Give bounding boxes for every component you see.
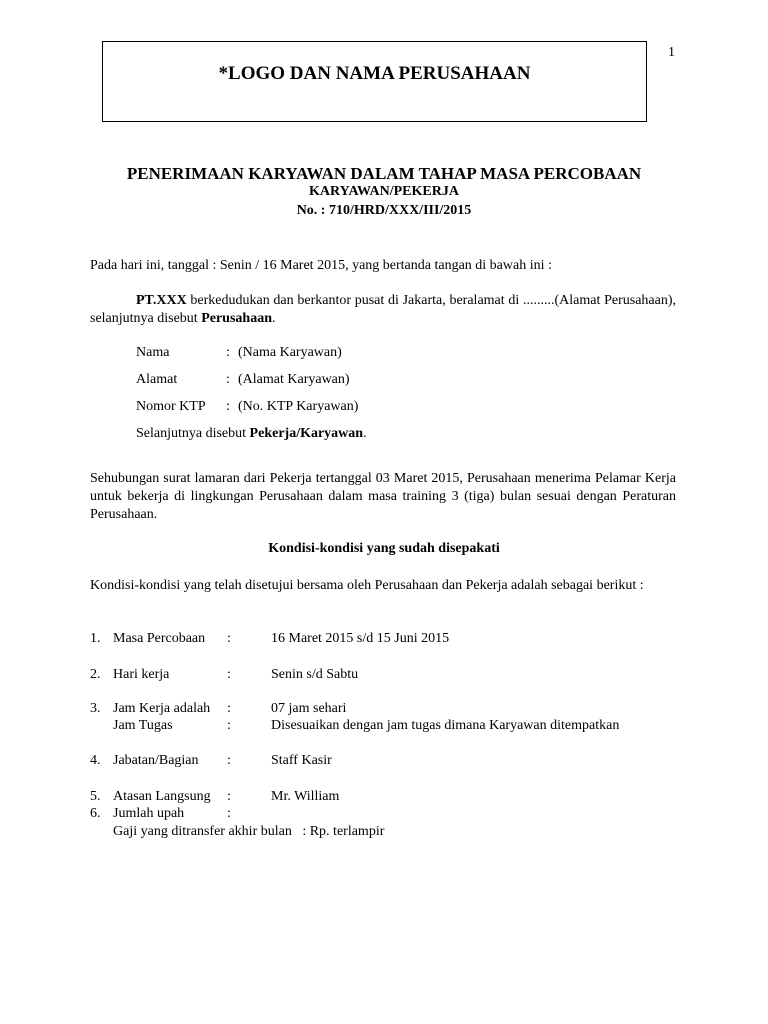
company-alias: Perusahaan [201,311,272,326]
condition-number: 3. [90,701,101,716]
field-value: (Alamat Karyawan) [238,372,350,387]
employee-alias-prefix: Selanjutnya disebut [136,426,250,441]
field-label: Nama [136,345,170,360]
condition-item [90,753,690,771]
field-value: (No. KTP Karyawan) [238,399,359,414]
condition-colon: : [227,667,231,682]
condition-number: 1. [90,631,101,646]
field-colon: : [226,399,230,414]
condition-item [90,806,690,824]
condition-colon: : [227,753,231,768]
document-subtitle: KARYAWAN/PEKERJA [309,184,459,199]
field-colon: : [226,372,230,387]
condition-label: Jumlah upah [113,806,185,821]
company-party-paragraph [90,292,676,328]
condition-colon: : [227,631,231,646]
condition-value: Disesuaikan dengan jam tugas dimana Karyawan ditempatkan [271,718,620,733]
condition-colon: : [227,701,231,716]
condition-colon: : [227,789,231,804]
conditions-heading: Kondisi-kondisi yang sudah disepakati [268,541,500,556]
condition-colon: : [227,718,231,733]
condition-label: Hari kerja [113,667,170,682]
condition-label: Masa Percobaan [113,631,206,646]
condition-label: Jam Kerja adalah [113,701,211,716]
condition-label: Jabatan/Bagian [113,753,199,768]
company-party-end: . [272,311,276,326]
condition-item [90,701,690,719]
condition-number: 6. [90,806,101,821]
field-colon: : [226,345,230,360]
condition-number: 2. [90,667,101,682]
condition-value: Mr. William [271,789,340,804]
condition-label: Atasan Langsung [113,789,211,804]
conditions-intro: Kondisi-kondisi yang telah disetujui bersama oleh Perusahaan dan Pekerja adalah sebagai berikut : [90,578,644,593]
condition-item [90,631,690,649]
field-label: Alamat [136,372,178,387]
condition-label: Jam Tugas [113,718,173,733]
condition-value: Senin s/d Sabtu [271,667,359,682]
employee-alias: Pekerja/Karyawan [249,426,364,441]
field-label: Nomor KTP [136,399,206,414]
logo-placeholder-text: *LOGO DAN NAMA PERUSAHAAN [218,63,531,84]
employee-alias-end: . [363,426,367,441]
condition-value: 07 jam sehari [271,701,347,716]
document-title: PENERIMAAN KARYAWAN DALAM TAHAP MASA PERCOBAAN [126,164,642,183]
condition-value: 16 Maret 2015 s/d 15 Juni 2015 [271,631,450,646]
background-paragraph: Sehubungan surat lamaran dari Pekerja tertanggal 03 Maret 2015, Perusahaan menerima Pelamar Kerja untuk bekerja di lingkungan Perusahaan dalam masa training 3 (tiga) bulan sesuai dengan Peraturan Perusahaan. [90,471,676,522]
intro-paragraph: Pada hari ini, tanggal : Senin / 16 Maret 2015, yang bertanda tangan di bawah ini : [90,258,552,273]
document-number: No. : 710/HRD/XXX/III/2015 [296,203,472,218]
condition-number: 5. [90,789,101,804]
condition-item [90,667,690,685]
field-value: (Nama Karyawan) [238,345,342,360]
salary-text: Gaji yang ditransfer akhir bulan : Rp. terlampir [113,824,385,839]
condition-item [90,718,690,736]
employee-alias-text [136,426,367,442]
logo-placeholder-box [102,41,647,122]
page-number: 1 [668,45,675,60]
salary-line [90,824,690,842]
condition-value: Staff Kasir [271,753,332,768]
condition-colon: : [227,806,231,821]
company-name: PT.XXX [136,293,187,308]
condition-item [90,789,690,807]
company-description: berkedudukan dan berkantor pusat di Jakarta, beralamat di .........(Alamat Perusahaan), selanjutnya disebut [90,293,676,326]
condition-number: 4. [90,753,101,768]
